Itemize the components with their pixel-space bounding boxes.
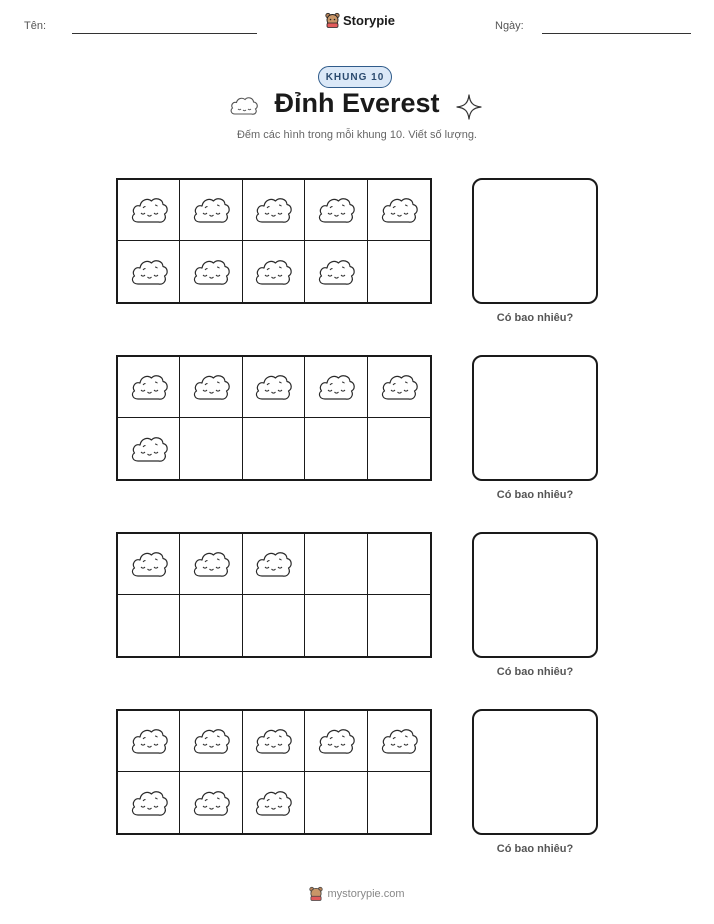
frame-cell [243, 357, 305, 418]
footer [0, 886, 714, 901]
cloud-icon [253, 786, 293, 820]
frame-cell [368, 241, 430, 302]
frame-cell [243, 241, 305, 302]
answer-box-4[interactable] [472, 709, 598, 835]
name-label: Tên: [24, 20, 47, 32]
frame-cell [118, 357, 180, 418]
brand-name: Storypie [343, 12, 396, 28]
cloud-icon [316, 370, 356, 404]
frame-cell [118, 418, 180, 479]
cloud-icon [191, 370, 231, 404]
cloud-icon [129, 786, 169, 820]
cloud-icon [253, 370, 293, 404]
worksheet-title: Đỉnh Everest [274, 88, 440, 118]
frame-cell [180, 772, 242, 833]
frame-cell [180, 595, 242, 656]
frame-cell [243, 418, 305, 479]
frame-cell [305, 180, 367, 241]
cloud-icon [379, 193, 419, 227]
cloud-icon [379, 370, 419, 404]
frame-cell [118, 711, 180, 772]
frame-cell [243, 534, 305, 595]
frame-cell [118, 595, 180, 656]
frame-cell [118, 241, 180, 302]
answer-label-2: Có bao nhiêu? [496, 489, 574, 501]
answer-box-3[interactable] [472, 532, 598, 658]
answer-label-1: Có bao nhiêu? [496, 312, 574, 324]
cloud-icon [379, 724, 419, 758]
bear-mascot-icon [309, 886, 323, 901]
cloud-icon [129, 547, 169, 581]
cloud-icon [191, 786, 231, 820]
answer-box-2[interactable] [472, 355, 598, 481]
frame-cell [180, 711, 242, 772]
ten-frame-3 [116, 532, 432, 658]
cloud-icon [129, 432, 169, 466]
bear-mascot-icon [325, 12, 340, 28]
frame-cell [305, 595, 367, 656]
frame-cell [243, 711, 305, 772]
cloud-icon [191, 255, 231, 289]
frame-cell [368, 711, 430, 772]
frame-cell [180, 241, 242, 302]
date-line[interactable] [542, 33, 691, 34]
frame-cell [243, 180, 305, 241]
frame-cell [368, 772, 430, 833]
answer-label-4: Có bao nhiêu? [496, 843, 574, 855]
frame-cell [180, 418, 242, 479]
cloud-icon [129, 255, 169, 289]
name-line[interactable] [72, 33, 257, 34]
frame-cell [305, 241, 367, 302]
frame-cell [305, 534, 367, 595]
frame-cell [180, 357, 242, 418]
frame-cell [305, 357, 367, 418]
frame-cell [368, 595, 430, 656]
answer-label-3: Có bao nhiêu? [496, 666, 574, 678]
frame-cell [305, 772, 367, 833]
cloud-icon [316, 193, 356, 227]
frame-cell [118, 772, 180, 833]
footer-url: mystorypie.com [327, 887, 405, 900]
cloud-icon [316, 255, 356, 289]
cloud-icon [129, 370, 169, 404]
cloud-icon [191, 724, 231, 758]
frame-cell [180, 180, 242, 241]
cloud-icon [253, 193, 293, 227]
cloud-icon [129, 724, 169, 758]
cloud-icon [191, 547, 231, 581]
cloud-icon [316, 724, 356, 758]
frame-cell [368, 180, 430, 241]
ten-frame-2 [116, 355, 432, 481]
frame-cell [243, 772, 305, 833]
cloud-icon [253, 547, 293, 581]
worksheet-badge: KHUNG 10 [318, 66, 392, 88]
frame-cell [368, 418, 430, 479]
frame-cell [368, 534, 430, 595]
instructions: Đếm các hình trong mỗi khung 10. Viết số lượng. [236, 129, 477, 141]
frame-cell [180, 534, 242, 595]
brand-logo [325, 12, 395, 28]
frame-cell [118, 180, 180, 241]
frame-cell [368, 357, 430, 418]
sparkle-icon [456, 94, 482, 120]
frame-cell [305, 418, 367, 479]
frame-cell [118, 534, 180, 595]
ten-frame-1 [116, 178, 432, 304]
answer-box-1[interactable] [472, 178, 598, 304]
cloud-icon [253, 255, 293, 289]
cloud-icon [253, 724, 293, 758]
date-label: Ngày: [495, 20, 524, 32]
frame-cell [243, 595, 305, 656]
cloud-icon [191, 193, 231, 227]
cloud-icon [129, 193, 169, 227]
ten-frame-4 [116, 709, 432, 835]
frame-cell [305, 711, 367, 772]
